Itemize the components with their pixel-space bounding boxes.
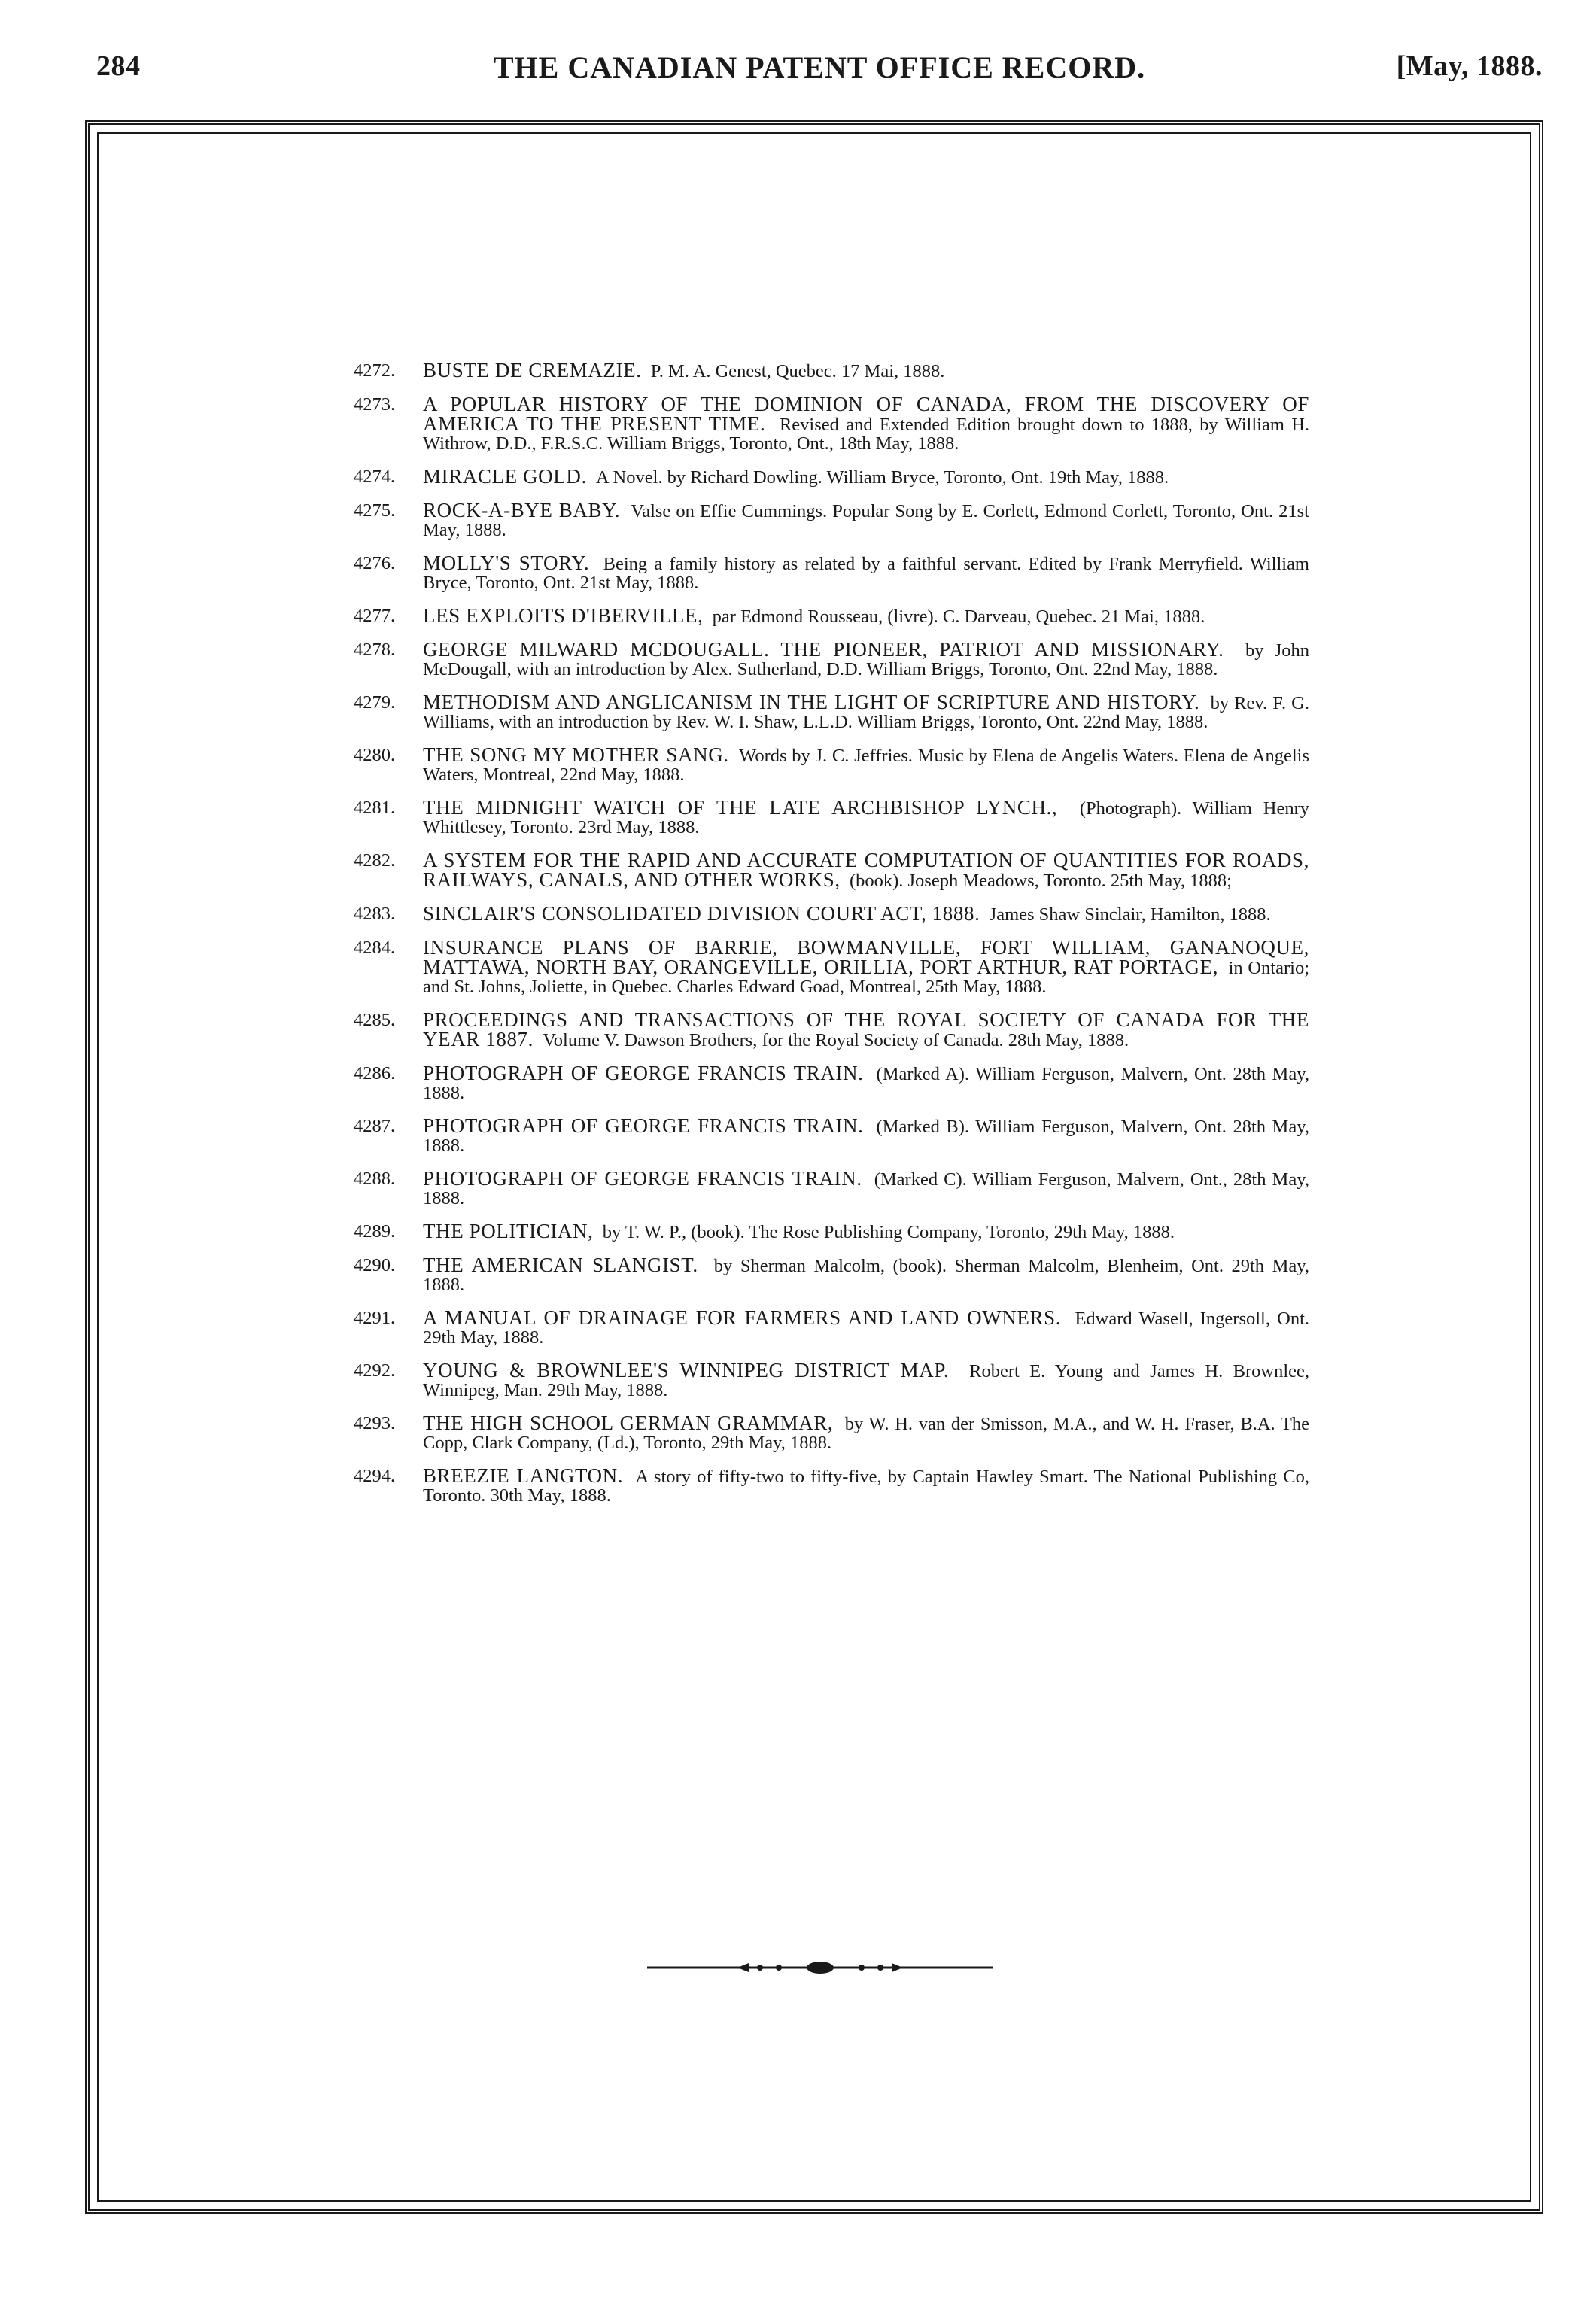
entry-number: 4277. bbox=[354, 606, 396, 626]
entry-4285 bbox=[354, 1008, 1309, 1050]
entry-title: PROCEEDINGS AND TRANSACTIONS OF THE ROYAL SOCIETY OF CANADA FOR THE YEAR 1887. bbox=[423, 1008, 1309, 1050]
entry-details: Valse on Effie Cummings. Popular Song by E. Corlett, Edmond Corlett, Toronto, Ont. 21st May, 1888. bbox=[423, 501, 1309, 540]
entry-4272 bbox=[354, 361, 1309, 381]
entry-number: 4279. bbox=[354, 692, 396, 713]
entry-title: PHOTOGRAPH OF GEORGE FRANCIS TRAIN. bbox=[423, 1062, 864, 1084]
entry-title: GEORGE MILWARD MCDOUGALL. THE PIONEER, PATRIOT AND MISSIONARY. bbox=[423, 638, 1224, 661]
entry-title: A SYSTEM FOR THE RAPID AND ACCURATE COMPUTATION OF QUANTITIES FOR ROADS, RAILWAYS, CANALS, AND OTHER WORKS, bbox=[423, 849, 1309, 891]
entry-4274 bbox=[354, 467, 1309, 487]
entry-number: 4274. bbox=[354, 467, 396, 487]
entry-title: SINCLAIR'S CONSOLIDATED DIVISION COURT ACT, 1888. bbox=[423, 902, 980, 925]
entry-details: (Marked B). William Ferguson, Malvern, Ont. 28th May, 1888. bbox=[423, 1117, 1309, 1156]
entry-title: ROCK-A-BYE BABY. bbox=[423, 499, 621, 521]
entry-4289 bbox=[354, 1222, 1309, 1242]
entry-4294 bbox=[354, 1464, 1309, 1506]
entry-details: by Sherman Malcolm, (book). Sherman Malcolm, Blenheim, Ont. 29th May, 1888. bbox=[423, 1256, 1310, 1295]
entry-details: by W. H. van der Smisson, M.A., and W. H. Fraser, B.A. The Copp, Clark Company, (Ld.), Toronto, 29th May, 1888. bbox=[423, 1414, 1310, 1453]
entry-title: MOLLY'S STORY. bbox=[423, 552, 590, 574]
entry-title: BREEZIE LANGTON. bbox=[423, 1464, 624, 1487]
entry-number: 4291. bbox=[354, 1308, 396, 1328]
entry-details: P. M. A. Genest, Quebec. 17 Mai, 1888. bbox=[650, 361, 945, 381]
entry-details: Volume V. Dawson Brothers, for the Royal Society of Canada. 28th May, 1888. bbox=[543, 1030, 1129, 1050]
entry-4284 bbox=[354, 938, 1309, 996]
entry-number: 4293. bbox=[354, 1413, 396, 1433]
entry-details: (book). Joseph Meadows, Toronto. 25th May, 1888; bbox=[849, 871, 1232, 891]
entry-title: PHOTOGRAPH OF GEORGE FRANCIS TRAIN. bbox=[423, 1167, 862, 1190]
entry-details: in Ontario; and St. Johns, Joliette, in Quebec. Charles Edward Goad, Montreal, 25th May, 1888. bbox=[423, 958, 1309, 997]
entry-title: BUSTE DE CREMAZIE. bbox=[423, 359, 642, 381]
decorative-rule-icon bbox=[647, 1956, 993, 1979]
entry-details: A Novel. by Richard Dowling. William Bryce, Toronto, Ont. 19th May, 1888. bbox=[596, 467, 1169, 488]
entry-details: by Rev. F. G. Williams, with an introduction by Rev. W. I. Shaw, L.L.D. William Briggs, Toronto, Ont. 22nd May, 1888. bbox=[423, 693, 1309, 732]
entry-number: 4287. bbox=[354, 1116, 396, 1136]
entry-details: Revised and Extended Edition brought down to 1888, by William H. Withrow, D.D., F.R.S.C. William Briggs, Toronto, Ont., 18th May, 1888. bbox=[423, 415, 1310, 454]
entry-title: THE SONG MY MOTHER SANG. bbox=[423, 743, 729, 766]
entry-4283 bbox=[354, 904, 1309, 924]
entry-details: by John McDougall, with an introduction by Alex. Sutherland, D.D. William Briggs, Toronto, Ont. 22nd May, 1888. bbox=[423, 640, 1310, 679]
entry-details: par Edmond Rousseau, (livre). C. Darveau, Quebec. 21 Mai, 1888. bbox=[712, 606, 1205, 627]
entry-title: THE HIGH SCHOOL GERMAN GRAMMAR, bbox=[423, 1412, 834, 1434]
entry-title: THE MIDNIGHT WATCH OF THE LATE ARCHBISHOP LYNCH., bbox=[423, 796, 1058, 819]
entry-4278 bbox=[354, 640, 1309, 679]
entry-details: Words by J. C. Jeffries. Music by Elena de Angelis Waters. Elena de Angelis Waters, Montreal, 22nd May, 1888. bbox=[423, 746, 1309, 785]
entry-details: (Marked A). William Ferguson, Malvern, Ont. 28th May, 1888. bbox=[423, 1064, 1309, 1103]
entry-number: 4273. bbox=[354, 394, 396, 415]
entry-4286 bbox=[354, 1064, 1309, 1102]
entry-4277 bbox=[354, 606, 1309, 626]
entry-number: 4290. bbox=[354, 1255, 396, 1275]
copyright-entries-list bbox=[354, 361, 1309, 1519]
entry-4280 bbox=[354, 743, 1309, 785]
entry-details: by T. W. P., (book). The Rose Publishing Company, Toronto, 29th May, 1888. bbox=[602, 1222, 1175, 1242]
entry-number: 4294. bbox=[354, 1466, 396, 1486]
entry-4288 bbox=[354, 1169, 1309, 1208]
entry-4275 bbox=[354, 501, 1309, 540]
entry-4282 bbox=[354, 851, 1309, 890]
entry-number: 4286. bbox=[354, 1063, 396, 1084]
entry-details: Robert E. Young and James H. Brownlee, Winnipeg, Man. 29th May, 1888. bbox=[423, 1361, 1310, 1400]
entry-title: LES EXPLOITS D'IBERVILLE, bbox=[423, 604, 704, 627]
entry-number: 4280. bbox=[354, 745, 396, 765]
entry-4281 bbox=[354, 798, 1309, 837]
entry-number: 4283. bbox=[354, 904, 396, 924]
entry-title: PHOTOGRAPH OF GEORGE FRANCIS TRAIN. bbox=[423, 1114, 864, 1137]
entry-details: Being a family history as related by a faithful servant. Edited by Frank Merryfield. William Bryce, Toronto, Ont. 21st May, 1888. bbox=[423, 554, 1309, 593]
entry-number: 4282. bbox=[354, 850, 396, 871]
entry-title: YOUNG & BROWNLEE'S WINNIPEG DISTRICT MAP. bbox=[423, 1359, 950, 1382]
page-title: THE CANADIAN PATENT OFFICE RECORD. bbox=[493, 50, 1146, 84]
entry-4290 bbox=[354, 1256, 1309, 1294]
entry-number: 4276. bbox=[354, 553, 396, 573]
entry-details: Edward Wasell, Ingersoll, Ont. 29th May, 1888. bbox=[423, 1309, 1310, 1348]
entry-4273 bbox=[354, 395, 1309, 453]
entry-number: 4285. bbox=[354, 1010, 396, 1030]
entry-number: 4284. bbox=[354, 938, 396, 958]
entry-details: (Photograph). William Henry Whittlesey, Toronto. 23rd May, 1888. bbox=[423, 798, 1310, 837]
entry-number: 4288. bbox=[354, 1169, 396, 1189]
entry-details: (Marked C). William Ferguson, Malvern, Ont., 28th May, 1888. bbox=[423, 1169, 1309, 1208]
entry-4293 bbox=[354, 1414, 1309, 1452]
entry-number: 4278. bbox=[354, 640, 396, 660]
entry-4287 bbox=[354, 1114, 1309, 1156]
entry-4276 bbox=[354, 554, 1309, 592]
entry-4279 bbox=[354, 693, 1309, 731]
entry-title: MIRACLE GOLD. bbox=[423, 465, 587, 488]
page-header bbox=[96, 50, 1543, 95]
entry-title: A POPULAR HISTORY OF THE DOMINION OF CANADA, FROM THE DISCOVERY OF AMERICA TO THE PRESENT TIME. bbox=[423, 393, 1309, 435]
entry-number: 4275. bbox=[354, 500, 396, 521]
entry-title: INSURANCE PLANS OF BARRIE, BOWMANVILLE, FORT WILLIAM, GANANOQUE, MATTAWA, NORTH BAY, ORANGEVILLE, ORILLIA, PORT ARTHUR, RAT PORTAGE, bbox=[423, 936, 1309, 978]
page-number: 284 bbox=[96, 50, 141, 82]
entry-details: James Shaw Sinclair, Hamilton, 1888. bbox=[989, 904, 1271, 925]
entry-number: 4289. bbox=[354, 1221, 396, 1242]
issue-date: [May, 1888. bbox=[1396, 50, 1543, 82]
entry-number: 4292. bbox=[354, 1360, 396, 1381]
entry-title: THE POLITICIAN, bbox=[423, 1220, 594, 1242]
entry-number: 4272. bbox=[354, 360, 396, 381]
entry-title: THE AMERICAN SLANGIST. bbox=[423, 1254, 698, 1276]
entry-4292 bbox=[354, 1361, 1309, 1400]
entry-4291 bbox=[354, 1306, 1310, 1348]
entry-title: METHODISM AND ANGLICANISM IN THE LIGHT OF SCRIPTURE AND HISTORY. bbox=[423, 691, 1200, 713]
entry-details: A story of fifty-two to fifty-five, by Captain Hawley Smart. The National Publishing Co, Toronto. 30th May, 1888. bbox=[423, 1467, 1309, 1506]
entry-number: 4281. bbox=[354, 798, 396, 818]
entry-title: A MANUAL OF DRAINAGE FOR FARMERS AND LAND OWNERS. bbox=[423, 1306, 1062, 1329]
